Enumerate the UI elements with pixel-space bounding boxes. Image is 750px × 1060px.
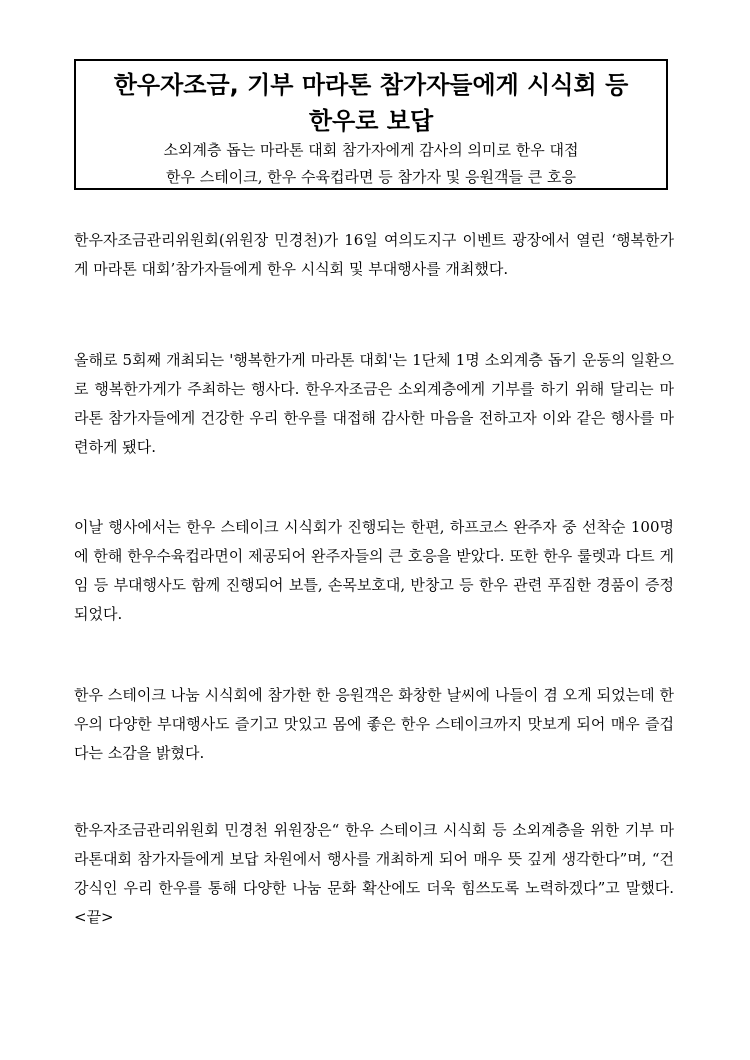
paragraph-4: 한우 스테이크 나눔 시식회에 참가한 한 응원객은 화창한 날씨에 나들이 겸 오게 되었는데 한우의 다양한 부대행사도 즐기고 맛있고 몸에 좋은 한우 스테이크까지 맛보게 되어 매우 즐겁다는 소감을 밝혔다. <box>74 686 674 762</box>
headline <box>76 67 666 139</box>
headline-line-1: 한우자조금, 기부 마라톤 참가자들에게 시식회 등 <box>113 71 629 99</box>
subheadline-2: 한우 스테이크, 한우 수육컵라면 등 참가자 및 응원객들 큰 호응 <box>166 168 576 186</box>
subheadline-1: 소외계층 돕는 마라톤 대회 참가자에게 감사의 의미로 한우 대접 <box>163 141 579 159</box>
headline-line-2: 한우로 보답 <box>308 107 434 135</box>
headline-box <box>74 59 668 190</box>
paragraph-1: 한우자조금관리위원회(위원장 민경천)가 16일 여의도지구 이벤트 광장에서 열린 ‘행복한가게 마라톤 대회’참가자들에게 한우 시식회 및 부대행사를 개최했다. <box>74 231 674 278</box>
paragraph-2: 올해로 5회째 개최되는 '행복한가게 마라톤 대회'는 1단체 1명 소외계층 돕기 운동의 일환으로 행복한가게가 주최하는 행사다. 한우자조금은 소외계층에게 기부를 하기 위해 달리는 마라톤 참가자들에게 건강한 우리 한우를 대접해 감사한 마음을 전하고자 이와 같은 행사를 마련하게 됐다. <box>74 351 674 456</box>
paragraph-3: 이날 행사에서는 한우 스테이크 시식회가 진행되는 한편, 하프코스 완주자 중 선착순 100명에 한해 한우수육컵라면이 제공되어 완주자들의 큰 호응을 받았다. 또한 한우 룰렛과 다트 게임 등 부대행사도 함께 진행되어 보틀, 손목보호대, 반창고 등 한우 관련 푸짐한 경품이 증정되었다. <box>74 518 674 623</box>
paragraph-5: 한우자조금관리위원회 민경천 위원장은“ 한우 스테이크 시식회 등 소외계층을 위한 기부 마라톤대회 참가자들에게 보답 차원에서 행사를 개최하게 되어 매우 뜻 깊게 생각한다”며, “건강식인 우리 한우를 통해 다양한 나눔 문화 확산에도 더욱 힘쓰도록 노력하겠다”고 말했다. <끝> <box>74 821 674 926</box>
